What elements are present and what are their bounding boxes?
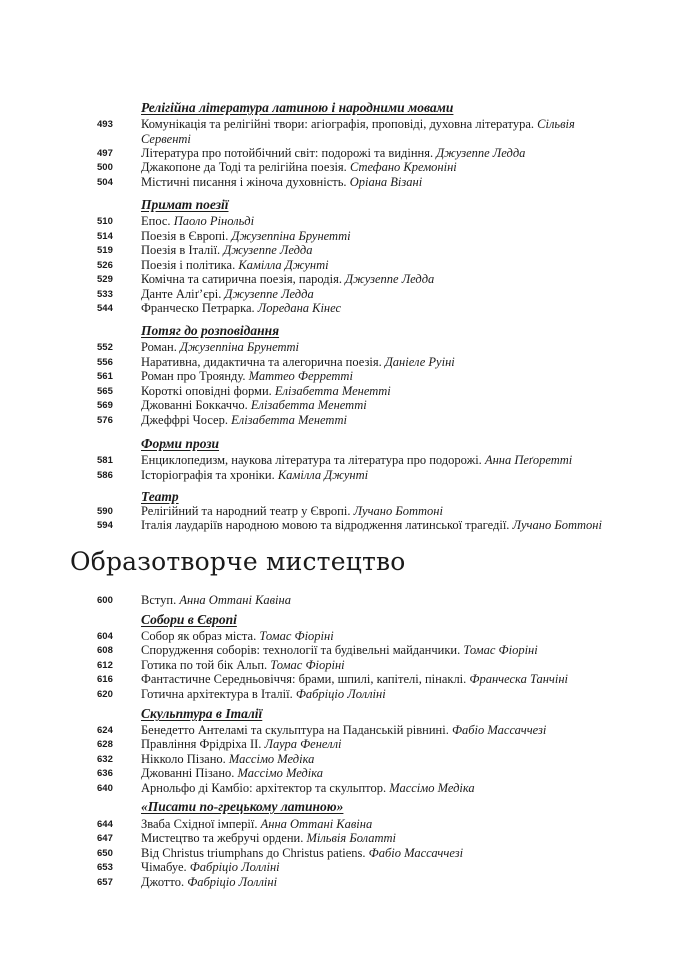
entry-author: Лучано Боттоні: [353, 504, 443, 518]
page-number: 561: [97, 371, 113, 382]
section-heading: Потяг до розповідання: [141, 323, 280, 338]
entry-title: Готика по той бік Альп.: [141, 658, 268, 672]
toc-entry: [141, 846, 611, 861]
page-number: 586: [97, 470, 113, 481]
toc-entry: [141, 398, 611, 413]
entry-author: Елізабетта Менетті: [250, 398, 367, 412]
entry-title: Комунікація та релігійні твори: агіографія, проповіді, духовна література.: [141, 117, 535, 131]
entry-title: Література про потойбічний світ: подорожі та видіння.: [141, 146, 434, 160]
entry-title: Короткі оповідні форми.: [141, 384, 272, 398]
entry-title: Джованні Боккаччо.: [141, 398, 248, 412]
toc-entry: [141, 243, 611, 258]
toc-entry: [141, 781, 611, 796]
toc-entry: [141, 518, 631, 533]
entry-author: Джузеппе Ледда: [345, 272, 435, 286]
entry-title: Поезія в Італії.: [141, 243, 221, 257]
entry-author: Паоло Рінольді: [173, 214, 255, 228]
entry-author: Сільвія Сервенті: [141, 117, 575, 146]
entry-title: Мистецтво та жебручі ордени.: [141, 831, 304, 845]
entry-author: Елізабетта Менетті: [231, 413, 347, 427]
entry-author: Фабріціо Лолліні: [295, 687, 386, 701]
entry-title: Спорудження соборів: технології та будівельні майданчики.: [141, 643, 461, 657]
page-number: 653: [97, 862, 113, 873]
page-number: 533: [97, 289, 113, 300]
entry-title: Нікколо Пізано.: [141, 752, 226, 766]
toc-entry: [141, 214, 611, 229]
toc-entry: [141, 160, 611, 175]
entry-author: Камілла Джунті: [238, 258, 329, 272]
toc-entry: [141, 355, 611, 370]
entry-author: Фабіо Массаччезі: [451, 723, 547, 737]
toc-entry: [141, 117, 611, 146]
page-number: 650: [97, 848, 113, 859]
page-number: 640: [97, 783, 113, 794]
entry-author: Массімо Медіка: [389, 781, 475, 795]
page-number: 510: [97, 216, 113, 227]
toc-entry: [141, 687, 611, 702]
page-number: 608: [97, 645, 113, 656]
page-number: 590: [97, 506, 113, 517]
page-number: 552: [97, 342, 113, 353]
toc-entry: [141, 752, 611, 767]
page-number: 519: [97, 245, 113, 256]
page-number: 576: [97, 415, 113, 426]
toc-entry: [141, 817, 611, 832]
toc-entry: [141, 413, 611, 428]
page-number: 594: [97, 520, 113, 531]
entry-author: Стефано Кремоніні: [349, 160, 457, 174]
page-number: 565: [97, 386, 113, 397]
toc-entry: [141, 831, 611, 846]
entry-title: Собор як образ міста.: [141, 629, 257, 643]
entry-title: Франческо Петрарка.: [141, 301, 255, 315]
entry-author: Массімо Медіка: [228, 752, 315, 766]
page-number: 581: [97, 455, 113, 466]
page-number: 620: [97, 689, 113, 700]
section-heading: Собори в Європі: [141, 612, 237, 627]
entry-author: Камілла Джунті: [277, 468, 369, 482]
entry-title: Бенедетто Антеламі та скульптура на Паданській рівнині.: [141, 723, 449, 737]
toc-entry: [141, 629, 611, 644]
entry-title: Релігійний та народний театр у Європі.: [141, 504, 351, 518]
toc-entry: [141, 258, 611, 273]
entry-title: Арнольфо ді Камбіо: архітектор та скульптор.: [141, 781, 387, 795]
section-heading: Релігійна література латиною і народними мовами: [141, 100, 454, 115]
entry-author: Фабріціо Лолліні: [187, 875, 278, 889]
toc-entry: [141, 860, 611, 875]
entry-title: Данте Аліґ’єрі.: [141, 287, 222, 301]
toc-entry: [141, 301, 611, 316]
entry-author: Лучано Боттоні: [512, 518, 602, 532]
entry-author: Томас Фіоріні: [259, 629, 334, 643]
entry-author: Томас Фіоріні: [463, 643, 538, 657]
toc-entry: [141, 766, 611, 781]
entry-author: Даніеле Руіні: [384, 355, 455, 369]
toc-entry: [141, 658, 611, 673]
entry-author: Мільвія Болатті: [306, 831, 397, 845]
entry-title: Правління Фрідріха II.: [141, 737, 262, 751]
entry-author: Джузеппе Ледда: [436, 146, 526, 160]
toc-entry: [141, 643, 611, 658]
toc-entry: [141, 272, 611, 287]
entry-title: Чімабуе.: [141, 860, 187, 874]
toc-entry: [141, 229, 611, 244]
section-heading: Театр: [141, 489, 179, 504]
toc-entry: [141, 593, 611, 608]
entry-title: Джованні Пізано.: [141, 766, 235, 780]
entry-title: Епос.: [141, 214, 171, 228]
page-number: 497: [97, 148, 113, 159]
page-number: 504: [97, 177, 113, 188]
entry-title: Поезія і політика.: [141, 258, 236, 272]
page-number: 604: [97, 631, 113, 642]
section-title: Образотворче мистецтво: [70, 547, 406, 576]
entry-title: Роман про Троянду.: [141, 369, 246, 383]
entry-author: Джузеппіна Брунетті: [231, 229, 351, 243]
toc-entry: [141, 146, 611, 161]
page-number: 647: [97, 833, 113, 844]
toc-entry: [141, 672, 611, 687]
entry-author: Массімо Медіка: [237, 766, 324, 780]
toc-entry: [141, 875, 611, 890]
page-number: 544: [97, 303, 113, 314]
page-number: 632: [97, 754, 113, 765]
page-number: 624: [97, 725, 113, 736]
entry-title: Італія лаударіїв народною мовою та відродження латинської трагедії.: [141, 518, 510, 532]
toc-entry: [141, 453, 611, 468]
entry-author: Анна Оттані Кавіна: [179, 593, 291, 607]
toc-entry: [141, 504, 611, 519]
entry-title: Поезія в Європі.: [141, 229, 229, 243]
entry-author: Джузеппіна Брунетті: [179, 340, 300, 354]
entry-title: Історіографія та хроніки.: [141, 468, 275, 482]
entry-title: Вступ.: [141, 593, 177, 607]
entry-title: Джакопоне да Тоді та релігійна поезія.: [141, 160, 347, 174]
entry-title: Готична архітектура в Італії.: [141, 687, 293, 701]
entry-title: Наративна, дидактична та алегорична поезія.: [141, 355, 382, 369]
entry-author: Джузеппе Ледда: [223, 243, 313, 257]
entry-title: Містичні писання і жіноча духовність.: [141, 175, 347, 189]
page-number: 644: [97, 819, 113, 830]
page-number: 628: [97, 739, 113, 750]
section-heading: Примат поезії: [141, 197, 229, 212]
page-number: 556: [97, 357, 113, 368]
page-number: 526: [97, 260, 113, 271]
toc-entry: [141, 340, 611, 355]
toc-entry: [141, 468, 611, 483]
toc-entry: [141, 723, 611, 738]
page-number: 612: [97, 660, 113, 671]
entry-author: Джузеппе Ледда: [224, 287, 314, 301]
entry-author: Оріана Візані: [349, 175, 423, 189]
toc-entry: [141, 287, 611, 302]
page-number: 493: [97, 119, 113, 130]
page-number: 616: [97, 674, 113, 685]
entry-title: Комічна та сатирична поезія, пародія.: [141, 272, 343, 286]
page-number: 529: [97, 274, 113, 285]
entry-title: Зваба Східної імперії.: [141, 817, 258, 831]
section-heading: Форми прози: [141, 436, 220, 451]
entry-title: Джотто.: [141, 875, 185, 889]
entry-title: Від Christus triumphans до Christus patiens.: [141, 846, 366, 860]
page-number: 569: [97, 400, 113, 411]
entry-title: Фантастичне Середньовіччя: брами, шпилі, капітелі, пінаклі.: [141, 672, 467, 686]
entry-author: Маттео Ферретті: [248, 369, 353, 383]
toc-entry: [141, 384, 611, 399]
entry-author: Лоредана Кінес: [257, 301, 342, 315]
toc-entry: [141, 369, 611, 384]
entry-author: Франческа Танчіні: [469, 672, 569, 686]
page-number: 514: [97, 231, 113, 242]
page-number: 500: [97, 162, 113, 173]
entry-author: Фабіо Массаччезі: [368, 846, 464, 860]
page-number: 600: [97, 595, 113, 606]
entry-title: Енциклопедизм, наукова література та література про подорожі.: [141, 453, 482, 467]
entry-author: Анна Пеґоретті: [484, 453, 573, 467]
section-heading: Скульптура в Італії: [141, 706, 263, 721]
toc-entry: [141, 175, 611, 190]
entry-title: Роман.: [141, 340, 177, 354]
entry-title: Джеффрі Чосер.: [141, 413, 228, 427]
entry-author: Фабріціо Лолліні: [189, 860, 280, 874]
toc-entry: [141, 737, 611, 752]
entry-author: Анна Оттані Кавіна: [260, 817, 373, 831]
entry-author: Елізабетта Менетті: [274, 384, 391, 398]
page-number: 657: [97, 877, 113, 888]
entry-author: Томас Фіоріні: [270, 658, 345, 672]
section-heading: «Писати по-грецькому латиною»: [141, 799, 344, 814]
entry-author: Лаура Фенеллі: [264, 737, 342, 751]
page-number: 636: [97, 768, 113, 779]
